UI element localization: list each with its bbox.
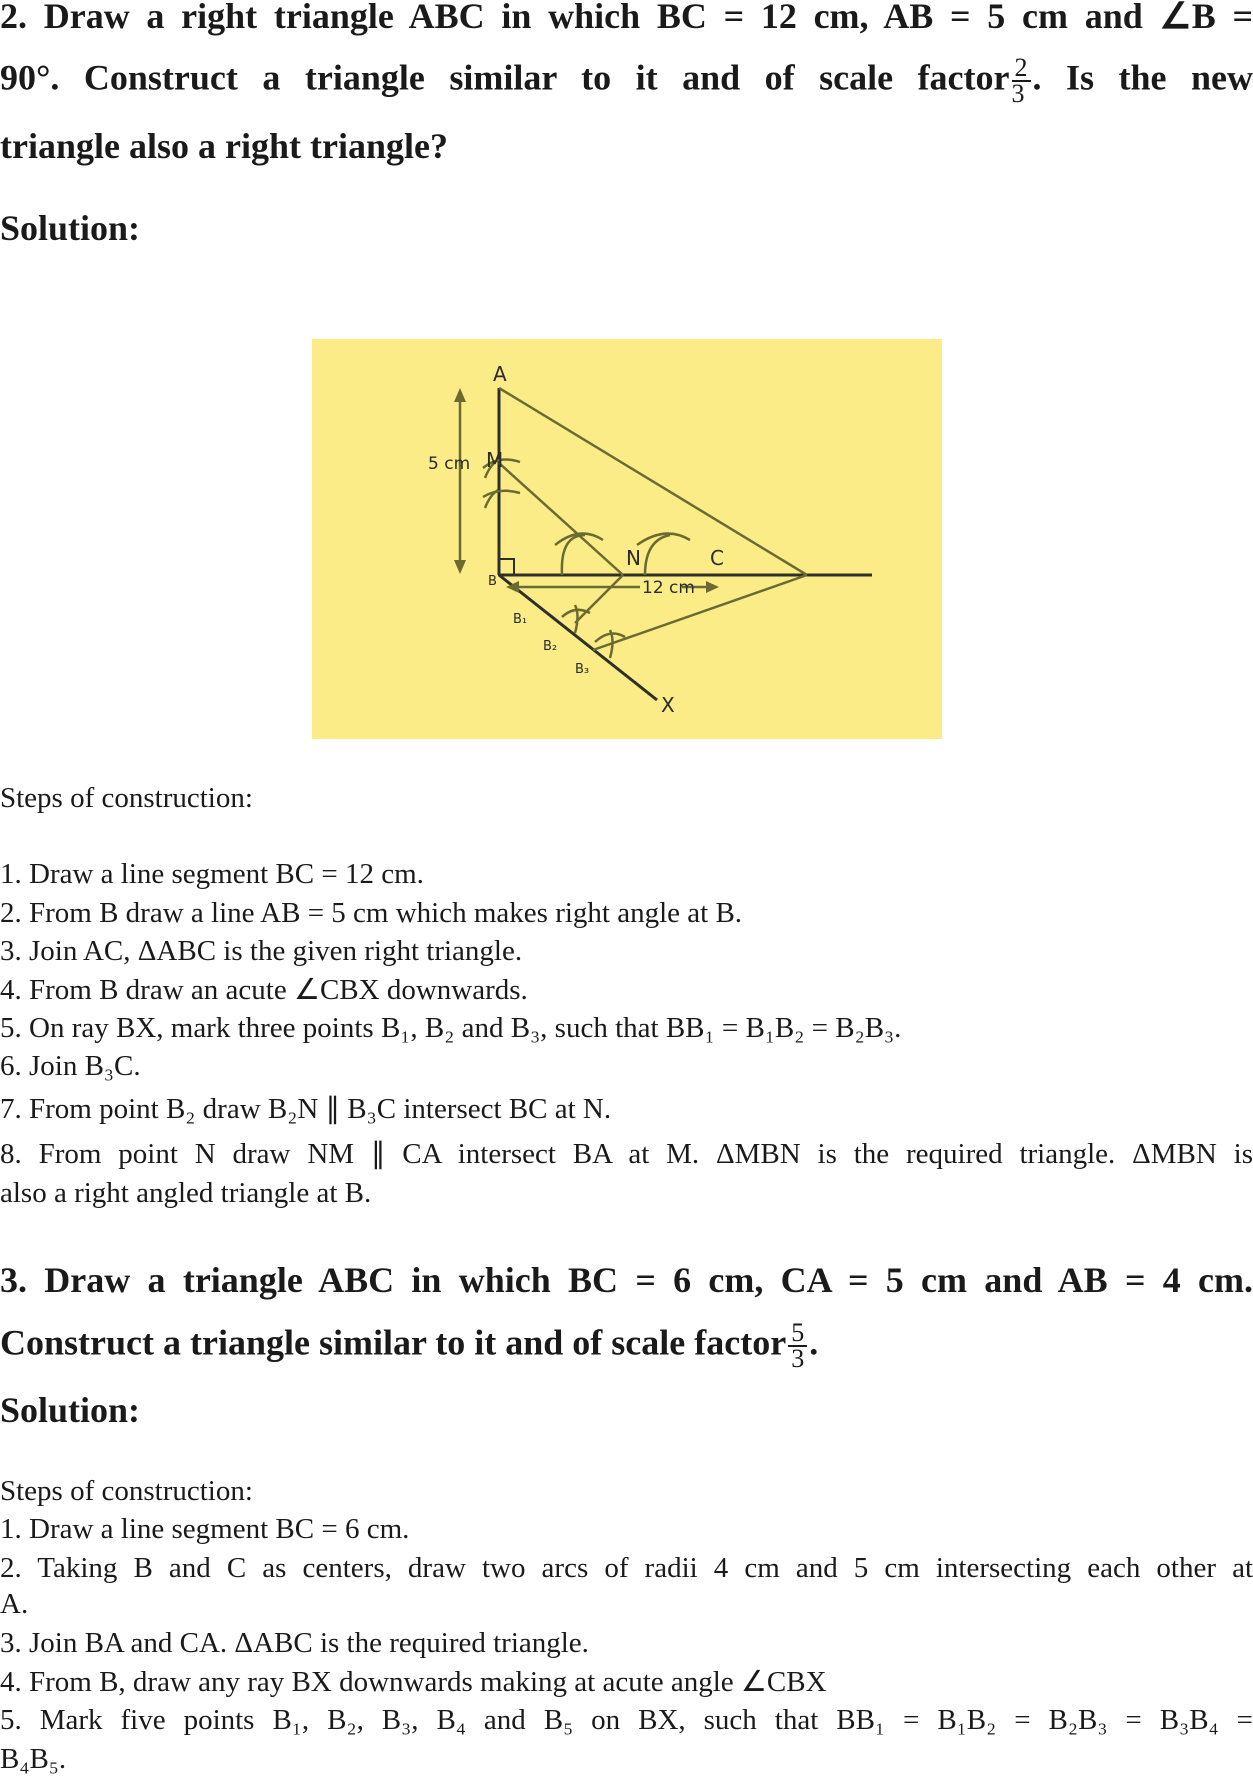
construction-diagram (0, 0, 1253, 760)
label-b1: B₁ (513, 612, 528, 627)
label-b: B (488, 574, 497, 589)
q2-title-line-1: 2. Draw a right triangle ABC in which BC = 12 cm, AB = 5 cm and ∠B = (0, 0, 1253, 36)
q3-step: 5. Mark five points B₁, B₂, B₃, B₄ and B₅ on BX, such that BB₁ = B₁B₂ = B₂B₃ = B₃B₄ = (0, 1704, 1253, 1736)
q2-step: 3. Join AC, ΔABC is the given right triangle. (0, 935, 523, 967)
fraction-denominator: 3 (791, 1344, 805, 1373)
q3-step: 4. From B, draw any ray BX downwards making at acute angle ∠CBX (0, 1666, 827, 1698)
q2-title-line-3: triangle also a right triangle? (0, 126, 448, 166)
q2-step: 5. On ray BX, mark three points B₁, B₂ and B₃, such that BB₁ = B₁B₂ = B₂B₃. (0, 1012, 902, 1044)
q2-title-text: 90°. Construct a triangle similar to it and of scale factor (0, 57, 1010, 98)
q2-step: 2. From B draw a line AB = 5 cm which makes right angle at B. (0, 897, 743, 929)
q2-step: 7. From point B₂ draw B₂N ∥ B₃C intersect BC at N. (0, 1093, 612, 1125)
q2-solution-heading: Solution: (0, 208, 141, 248)
q2-title-text-end: . Is the new (1032, 57, 1253, 98)
q3-title-line-1: 3. Draw a triangle ABC in which BC = 6 cm, CA = 5 cm and AB = 4 cm. (0, 1260, 1253, 1300)
q2-step: 8. From point N draw NM ∥ CA intersect BA at M. ΔMBN is the required triangle. ΔMBN is (0, 1138, 1253, 1170)
label-x: X (661, 693, 675, 717)
q3-title-text-end: . (809, 1322, 819, 1363)
label-ab-length: 5 cm (428, 454, 471, 474)
q2-step: 4. From B draw an acute ∠CBX downwards. (0, 974, 528, 1006)
q3-step: 2. Taking B and C as centers, draw two arcs of radii 4 cm and 5 cm intersecting each other at (0, 1552, 1253, 1584)
q3-solution-heading: Solution: (0, 1390, 141, 1430)
q3-steps-heading: Steps of construction: (0, 1475, 253, 1507)
q3-step: 1. Draw a line segment BC = 6 cm. (0, 1513, 410, 1545)
q2-step-continued: also a right angled triangle at B. (0, 1177, 372, 1209)
label-n: N (626, 546, 641, 570)
label-m: M (486, 448, 504, 472)
fraction-numerator: 5 (788, 1321, 807, 1347)
label-bc-length: 12 cm (642, 578, 695, 598)
q2-steps-heading: Steps of construction: (0, 782, 253, 814)
q3-title-line-2 (0, 1318, 1253, 1373)
q3-step-continued: B₄B₅. (0, 1743, 67, 1775)
label-a: A (493, 362, 507, 386)
q3-scale-factor-fraction (788, 1318, 807, 1373)
label-b3: B₃ (575, 662, 590, 677)
q2-step: 6. Join B₃C. (0, 1050, 141, 1082)
label-b2: B₂ (543, 639, 558, 654)
fraction-numerator: 2 (1012, 56, 1031, 82)
diagram-background (312, 339, 942, 739)
label-c: C (710, 546, 724, 570)
q3-step-continued: A. (0, 1588, 29, 1620)
fraction-denominator: 3 (1011, 79, 1025, 108)
q2-step: 1. Draw a line segment BC = 12 cm. (0, 858, 424, 890)
q3-step: 3. Join BA and CA. ΔABC is the required triangle. (0, 1627, 589, 1659)
q3-title-text: Construct a triangle similar to it and of scale factor (0, 1322, 787, 1363)
